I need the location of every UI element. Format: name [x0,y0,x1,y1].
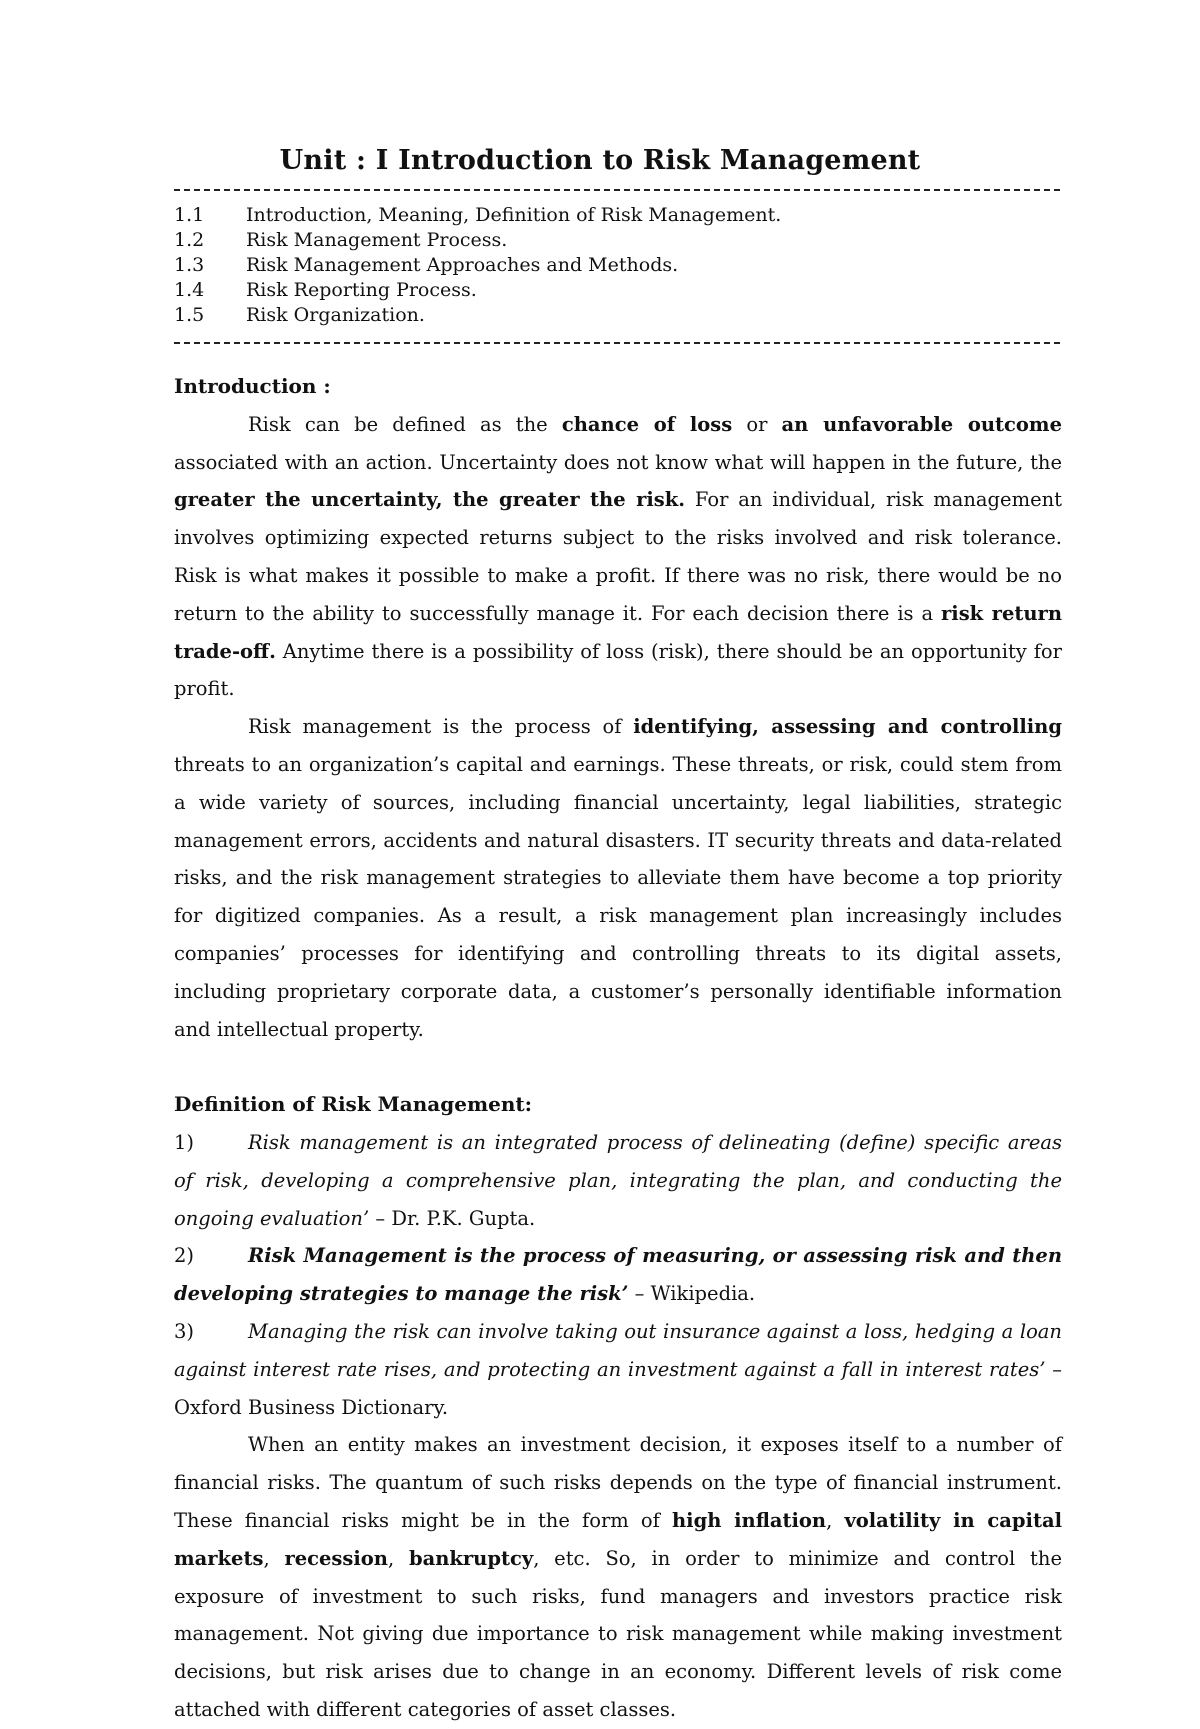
text-run: , etc. So, in order to minimize and control the exposure of investment to such risks, fund managers and investors practice risk management. Not giving due importance to risk management while making investment decisions, but risk arises due to change in an economy. Different levels of risk come attached with different categories of asset classes. [174,1546,1062,1721]
definition-number: 3) [174,1319,195,1343]
bold-text: high inflation [672,1508,827,1532]
definition-item-3 [174,1313,1062,1426]
bold-text: chance of loss [561,412,733,436]
text-run: threats to an organization’s capital and earnings. These threats, or risk, could stem from a wide variety of sources, including financial uncertainty, legal liabilities, strategic management errors, accidents and natural disasters. IT security threats and data-related risks, and the risk management strategies to alleviate them have become a top priority for digitized companies. As a result, a risk management plan increasingly includes companies’ processes for identifying and controlling threats to its digital assets, including proprietary corporate data, a customer’s personally identifiable information and intellectual property. [174,752,1062,1041]
bold-text: risk return trade-off. [174,601,1063,663]
toc-text: Risk Organization. [246,304,425,326]
bold-text: volatility in capital markets [174,1508,1062,1570]
bold-text: an unfavorable outcome [781,412,1062,436]
toc-number: 1.5 [174,304,205,326]
bold-text: bankruptcy [408,1546,534,1570]
definition-quote: Risk management is an integrated process of delineating (define) specific areas of risk, developing a comprehensive plan, integrating the plan, and conducting the ongoing evaluation’ [174,1130,1062,1230]
definition-source: – Dr. P.K. Gupta. [369,1206,536,1230]
bold-text: identifying, assessing and controlling [633,715,1062,739]
bold-text: recession [284,1546,388,1570]
document-body [174,368,1062,1729]
text-run: For an individual, risk management involves optimizing expected returns subject to the risks involved and risk tolerance. Risk is what makes it possible to make a profit. If there was no risk, there would be no return to the ability to successfully manage it. For each decision there is a [174,488,1063,625]
text-run: Risk can be defined as the [248,412,562,436]
page-title: Unit : I Introduction to Risk Management [279,145,921,176]
toc-item [174,278,1054,303]
bold-text: greater the uncertainty, the greater the risk. [174,488,686,512]
toc-item [174,203,1054,228]
text-run: , [826,1508,845,1532]
toc-item [174,253,1054,278]
intro-paragraph-2 [174,708,1062,1048]
text-run: Anytime there is a possibility of loss (risk), there should be an opportunity for profit. [174,639,1062,701]
definition-item-2 [174,1237,1062,1313]
dashed-divider-bottom [174,342,1060,344]
toc-number: 1.4 [174,279,205,301]
text-run: When an entity makes an investment decision, it exposes itself to a number of financial risks. The quantum of such risks depends on the type of financial instrument. These financial risks might be in the form of [174,1433,1062,1532]
text-run: Risk management is the process of [248,715,634,739]
text-run: associated with an action. Uncertainty does not know what will happen in the future, the [174,450,1062,474]
section-heading-definition: Definition of Risk Management: [174,1092,532,1117]
definition-quote: Managing the risk can involve taking out insurance against a loss, hedging a loan against interest rate rises, and protecting an investment against a fall in interest rates’ [174,1319,1062,1381]
dashed-divider-top [174,189,1060,191]
table-of-contents [174,203,1054,328]
definition-item-1 [174,1124,1062,1237]
definition-number: 1) [174,1130,195,1154]
text-run: or [732,412,782,436]
definition-source: – Oxford Business Dictionary. [174,1357,1062,1419]
toc-item [174,228,1054,253]
section-heading-introduction: Introduction : [174,374,331,398]
toc-text: Risk Management Process. [246,229,508,251]
intro-paragraph-1 [174,406,1062,708]
text-run: , [263,1546,285,1570]
toc-item [174,303,1054,328]
spacer [174,1048,1062,1086]
text-run: , [387,1546,409,1570]
investment-paragraph [174,1426,1062,1728]
toc-number: 1.1 [174,204,205,226]
toc-number: 1.2 [174,229,205,251]
definition-number: 2) [174,1244,195,1268]
toc-number: 1.3 [174,254,205,276]
toc-text: Risk Management Approaches and Methods. [246,254,679,276]
toc-text: Risk Reporting Process. [246,279,477,301]
definition-source: – Wikipedia. [628,1282,756,1306]
definition-quote: Risk Management is the process of measuring, or assessing risk and then developing strategies to manage the risk’ [174,1244,1062,1306]
toc-text: Introduction, Meaning, Definition of Risk Management. [246,204,782,226]
